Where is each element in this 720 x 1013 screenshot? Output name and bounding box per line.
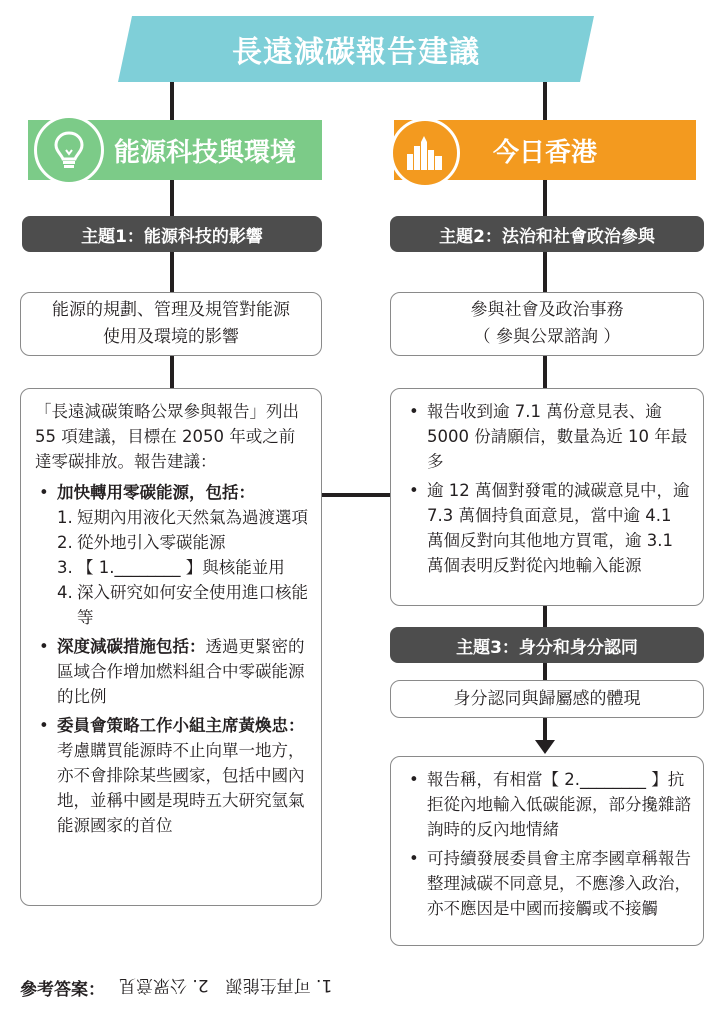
- category-energy-environment: [28, 120, 322, 180]
- topic2-line2: （ 參與公眾諮詢 ）: [473, 327, 621, 347]
- answers-text-upside-down: 1. 可再生能源 2. 公眾意見: [119, 974, 333, 995]
- bullet-power-opinions: • 逾 12 萬個對發電的減碳意見中，逾 7.3 萬個持負面意見，當中逾 4.1 萬個反對向其他地方買電，逾 3.1 萬個表明反對從內地輸入能源: [405, 478, 691, 578]
- theme2-bar: 主題2：法治和社會政治參與: [390, 216, 704, 252]
- arrow-head: [535, 740, 555, 754]
- theme1-bar: 主題1：能源科技的影響: [22, 216, 322, 252]
- bullet-committee-chair: [35, 713, 309, 838]
- connector-left-main: [170, 180, 174, 390]
- bullet-text: 透過更緊密的區域合作增加燃料組合中零碳能源的比例: [57, 637, 305, 706]
- category-label: 能源科技與環境: [114, 137, 297, 168]
- topic1-box: [20, 292, 322, 356]
- topic3-box: [390, 680, 704, 718]
- category-label: 今日香港: [492, 137, 597, 168]
- numbered-item: 2. 從外地引入零碳能源: [57, 533, 226, 552]
- bullet-label: 委員會策略工作小組主席黃煥忠：: [57, 716, 305, 735]
- city-skyline-icon: [390, 118, 460, 188]
- left-content-box: [20, 388, 322, 906]
- report-intro: 「長遠減碳策略公眾參與報告」列出 55 項建議，目標在 2050 年或之前達零碳排放。報告建議：: [35, 402, 299, 471]
- topic1-line2: 使用及環境的影響: [103, 327, 239, 347]
- numbered-item: 1. 短期內用液化天然氣為過渡選項: [57, 508, 308, 527]
- right-content-box-2: [390, 756, 704, 946]
- lightbulb-icon: [34, 115, 104, 185]
- category-hong-kong-today: [394, 120, 696, 180]
- bullet-chairman-remark: • 可持續發展委員會主席李國章稱報告整理減碳不同意見，不應滲入政治，亦不應因是中國而接觸或不接觸: [405, 846, 691, 921]
- theme3-bar: 主題3：身分和身分認同: [390, 627, 704, 663]
- right-content-box-1: [390, 388, 704, 606]
- connector-left-top: [170, 82, 174, 122]
- bullet-text: 考慮購買能源時不止向單一地方，亦不會排除某些國家，包括中國內地，並稱中國是現時五大研究氫氣能源國家的首位: [57, 741, 305, 835]
- bullet-label: 加快轉用零碳能源，包括：: [57, 483, 255, 502]
- bullet-label: 深度減碳措施包括：: [57, 637, 206, 656]
- bullet-deep-decarbonisation: [35, 634, 309, 709]
- diagram-title: 長遠減碳報告建議: [232, 35, 480, 70]
- topic2-line1: 參與社會及政治事務: [470, 300, 624, 320]
- topic1-line1: 能源的規劃、管理及規管對能源: [52, 300, 290, 320]
- reference-answers: [20, 972, 580, 1002]
- answers-label: 參考答案：: [20, 979, 105, 1000]
- bullet-opinion-forms: • 報告收到逾 7.1 萬份意見表、逾 5000 份請願信，數量為近 10 年最多: [405, 399, 691, 474]
- topic3-label: 身分認同與歸屬感的體現: [453, 688, 641, 709]
- connector-right-top: [543, 82, 547, 122]
- topic2-box: [390, 292, 704, 356]
- bullet-report-claim: • 報告稱，有相當【 2.________ 】抗拒從內地輸入低碳能源，部分攙雜諮詢時的反內地情緒: [405, 767, 691, 842]
- numbered-item: 4. 深入研究如何安全使用進口核能等: [57, 583, 308, 627]
- bullet-zero-carbon: [35, 480, 309, 630]
- connector-horizontal: [320, 493, 392, 497]
- numbered-item: 3. 【 1.________ 】與核能並用: [57, 558, 285, 577]
